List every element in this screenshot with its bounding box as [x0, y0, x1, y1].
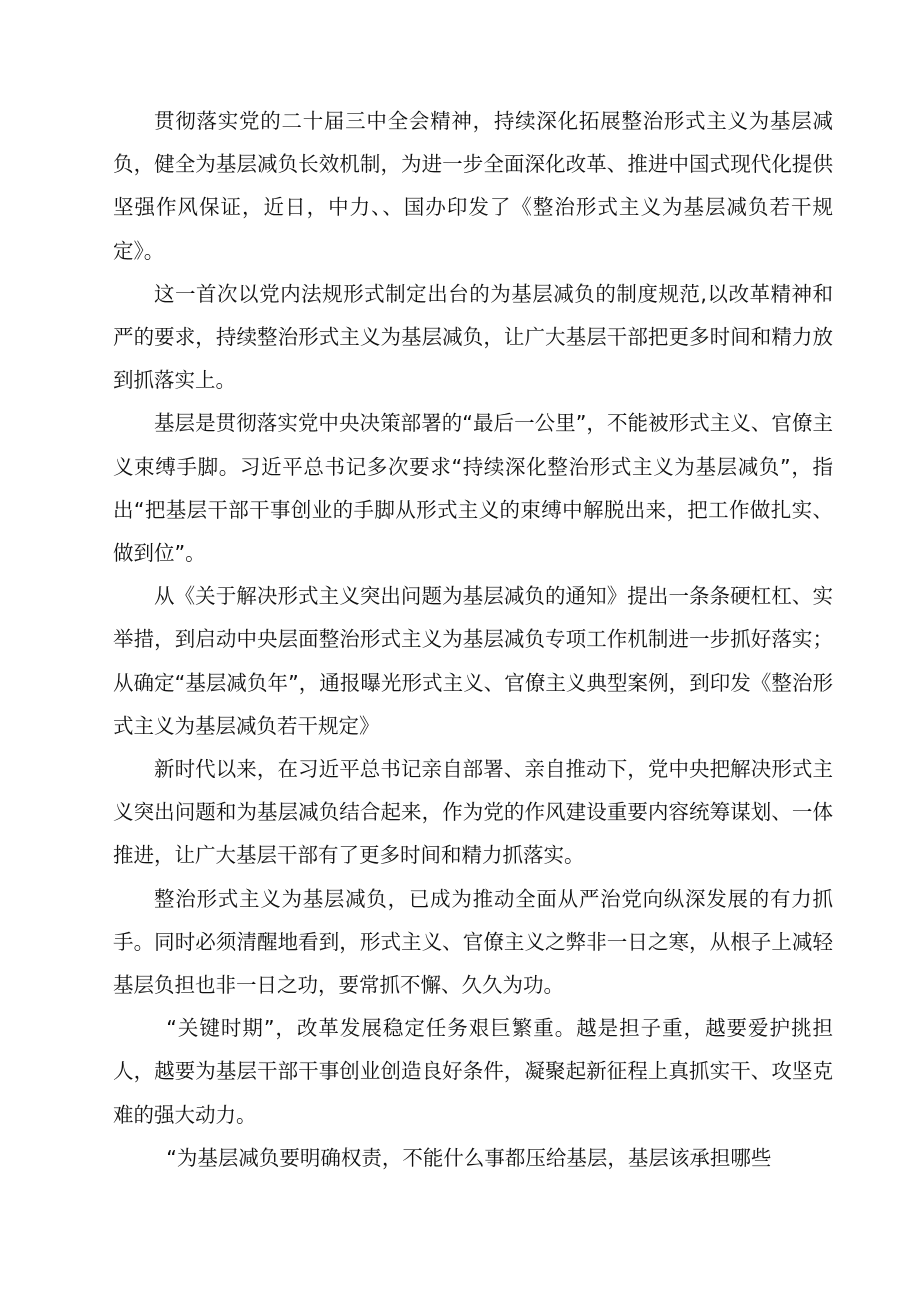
- paragraph-6: 整治形式主义为基层减负，已成为推动全面从严治党向纵深发展的有力抓手。同时必须清醒地看到，形式主义、官僚主义之弊非一日之寒，从根子上减轻基层负担也非一日之功，要常抓不懈、久久为功。: [113, 886, 833, 998]
- paragraph-4: 从《关于解决形式主义突出问题为基层减负的通知》提出一条条硬杠杠、实举措，到启动中央层面整治形式主义为基层减负专项工作机制进一步抓好落实；从确定“基层减负年”，通报曝光形式主义、官僚主义典型案例，到印发《整治形式主义为基层减负若干规定》: [113, 584, 833, 738]
- paragraph-2: 这一首次以党内法规形式制定出台的为基层减负的制度规范,以改革精神和严的要求，持续整治形式主义为基层减负，让广大基层干部把更多时间和精力放到抓落实上。: [113, 281, 833, 393]
- paragraph-5: 新时代以来，在习近平总书记亲自部署、亲自推动下，党中央把解决形式主义突出问题和为基层减负结合起来，作为党的作风建设重要内容统筹谋划、一体推进，让广大基层干部有了更多时间和精力抓落实。: [113, 757, 833, 868]
- paragraph-3: 基层是贯彻落实党中央决策部署的“最后一公里”，不能被形式主义、官僚主义束缚手脚。习近平总书记多次要求“持续深化整治形式主义为基层减负”，指出“把基层干部干事创业的手脚从形式主义的束缚中解脱出来，把工作做扎实、做到位”。: [113, 411, 833, 566]
- paragraph-8: “为基层减负要明确权责，不能什么事都压给基层，基层该承担哪些: [166, 1145, 772, 1170]
- document-body: [113, 100, 833, 1180]
- paragraph-1: 贯彻落实党的二十届三中全会精神，持续深化拓展整治形式主义为基层减负，健全为基层减负长效机制，为进一步全面深化改革、推进中国式现代化提供坚强作风保证，近日，中力、、国办印发了《整治形式主义为基层减负若干规定》。: [113, 109, 833, 263]
- paragraph-7: “关键时期”，改革发展稳定任务艰巨繁重。越是担子重，越要爱护挑担人，越要为基层干部干事创业创造良好条件，凝聚起新征程上真抓实干、攻坚克难的强大动力。: [113, 1016, 833, 1127]
